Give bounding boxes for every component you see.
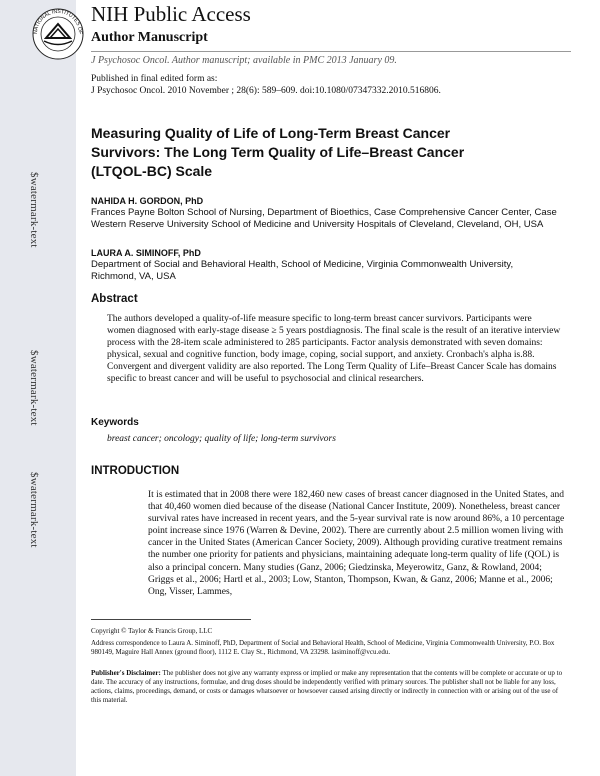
introduction-text: It is estimated that in 2008 there were 182,460 new cases of breast cancer diagnosed in the United States, and that 40,460 women died because of the disease (National Cancer Institute, 2009). Nonetheless, breast cancer survival rates have increased in recent years, and the 5-year survival rate is now around 86%, a 10 percentage point increase since 1976 (Warren & Devine, 2002). There are currently about 2.5 million women living with cancer in the United States (American Cancer Society, 2009). Although providing curative treatment remains the number one priority for patients and physicians, maintaining adequate long-term quality of life (QOL) is also a principal concern. Many studies (Ganz, 2006; Giedzinska, Meyerowitz, Ganz, & Rowland, 2004; Griggs et al., 2006; Hartl et al., 2003; Low, Stanton, Thompson, Kwan, & Ganz, 2006; Manne et al., 2006; Ong, Visser, Lammes,	[148, 490, 565, 597]
footnote-divider	[91, 619, 251, 620]
disclaimer-text: The publisher does not give any warranty express or implied or make any representation that the contents will be complete or accurate or up to date. The accuracy of any instructions, formulae, and drug doses should be independently verified with primary sources. The publisher shall not be liable for any loss, actions, claims, proceedings, demand, or costs or damages whatsoever or howsoever caused arising directly or indirectly in connection with or arising out of the use of this material.	[91, 669, 563, 704]
publisher-disclaimer	[91, 669, 569, 705]
watermark: $watermark-text	[28, 472, 40, 548]
author-affiliation: Department of Social and Behavioral Health, School of Medicine, Virginia Commonwealth University, Richmond, VA, USA	[91, 259, 514, 282]
abstract-heading: Abstract	[91, 293, 138, 305]
abstract-text: The authors developed a quality-of-life measure specific to long-term breast cancer survivors. Participants were women diagnosed with early-stage disease ≥ 5 years postdiagnosis. The final scale is the result of an iterative interview process with the 28-item scale administered to 285 participants. Factor analysis demonstrated with seven domains: physical, sexual and cognitive function, body image, coping, social support, and anxiety. Cronbach's alpha is.88. Convergent and divergent validity are also reported. The Long Term Quality of Life–Breast Cancer Scale has domains specific to breast cancer and will be useful to psychosocial and clinical researchers.	[107, 314, 561, 384]
manuscript-label: Author Manuscript	[91, 30, 208, 45]
watermark: $watermark-text	[28, 172, 40, 248]
keywords-heading: Keywords	[91, 417, 139, 428]
author-name: NAHIDA H. GORDON, PhD	[91, 196, 204, 206]
disclaimer-label: Publisher's Disclaimer:	[91, 669, 161, 677]
copyright-note: Copyright © Taylor & Francis Group, LLC	[91, 627, 213, 635]
keywords-list: breast cancer; oncology; quality of life; long-term survivors	[107, 434, 336, 444]
availability-note: J Psychosoc Oncol. Author manuscript; available in PMC 2013 January 09.	[91, 55, 397, 66]
author-name: LAURA A. SIMINOFF, PhD	[91, 248, 201, 258]
svg-text:NATIONAL INSTITUTES OF HEALTH: NATIONAL INSTITUTES OF	[32, 8, 84, 35]
author-affiliation: Frances Payne Bolton School of Nursing, Department of Bioethics, Case Comprehensive Cancer Center, Case Western Reserve University School of Medicine and University Hospitals of Cleveland, Cleveland, OH, USA	[91, 207, 557, 230]
nih-sidebar	[0, 0, 76, 776]
published-label: Published in final edited form as:	[91, 74, 218, 84]
nih-logo-icon	[32, 8, 84, 60]
correspondence-address: Address correspondence to Laura A. Siminoff, PhD, Department of Social and Behavioral Health, School of Medicine, Virginia Commonwealth University, P.O. Box 980149, Maguire Hall Annex (ground floor), 1112 E. Clay St., Richmond, VA 23298. lasiminoff@vcu.edu.	[91, 639, 555, 656]
citation: J Psychosoc Oncol. 2010 November ; 28(6): 589–609. doi:10.1080/07347332.2010.516806.	[91, 86, 441, 96]
header-divider	[91, 51, 571, 52]
watermark: $watermark-text	[28, 350, 40, 426]
introduction-heading: INTRODUCTION	[91, 465, 180, 477]
article-title: Measuring Quality of Life of Long-Term Breast Cancer Survivors: The Long Term Quality of Life–Breast Cancer (LTQOL-BC) Scale	[91, 125, 465, 179]
repository-title: NIH Public Access	[91, 2, 251, 26]
